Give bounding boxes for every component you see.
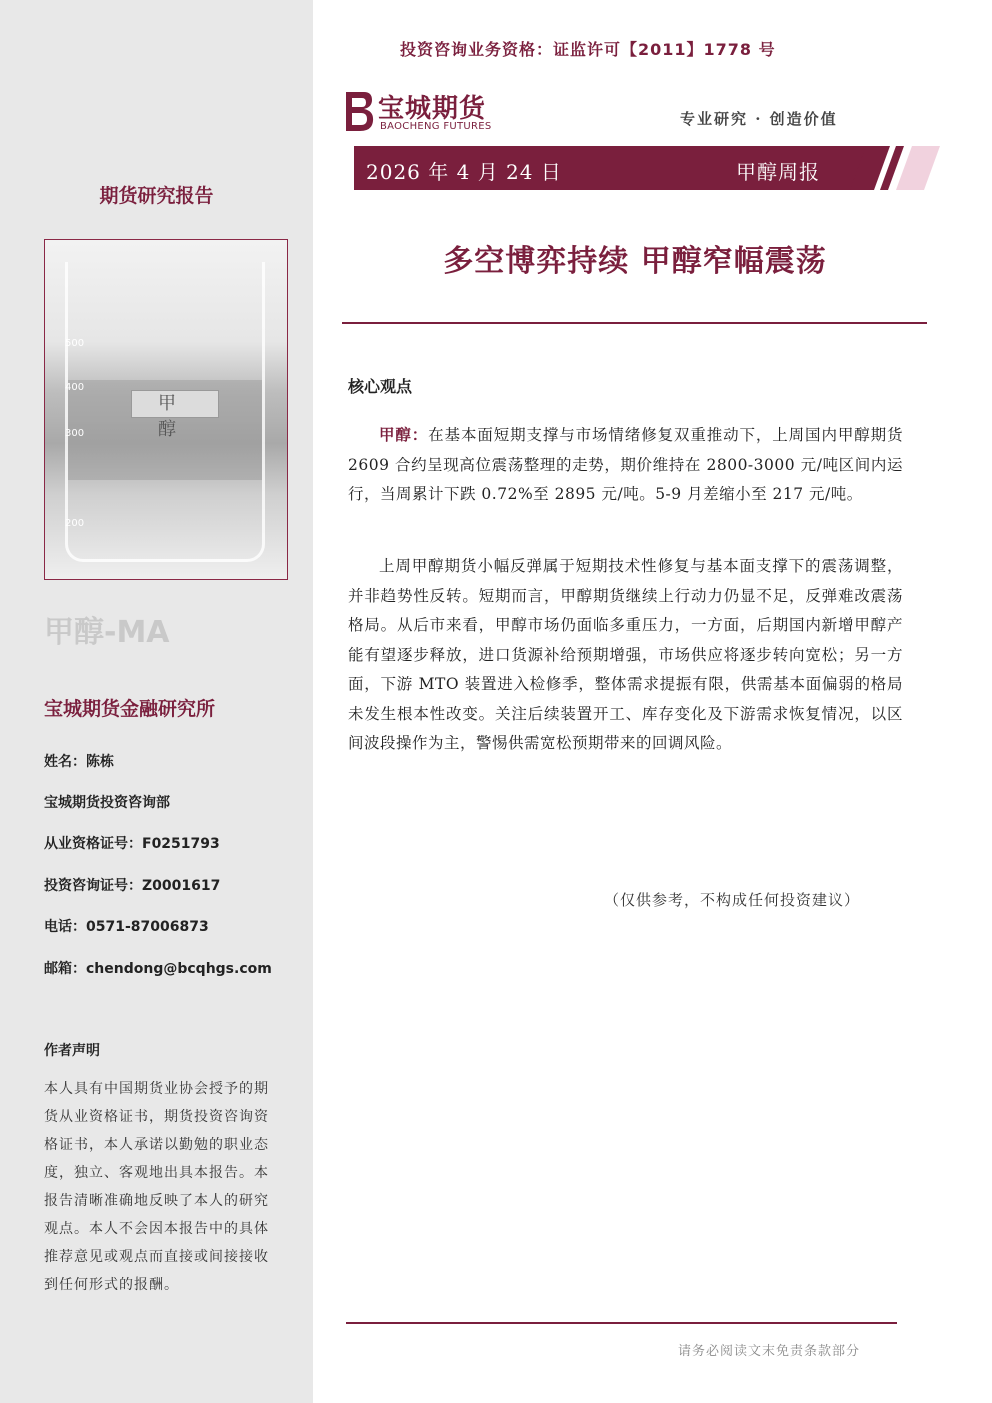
logo-mark-icon [340,88,376,134]
product-code: 甲醇-MA [44,615,170,650]
report-date: 2026 年 4 月 24 日 [366,160,562,184]
methanol-beaker-photo [44,239,288,580]
slogan: 专业研究 · 创造价值 [680,110,838,128]
beaker-tick: 400 [65,382,85,393]
company-logo [340,88,510,136]
institute-name: 宝城期货金融研究所 [44,698,216,720]
email[interactable]: 邮箱：chendong@bcqhgs.com [44,961,272,977]
paragraph-outlook: 上周甲醇期货小幅反弹属于短期技术性修复与基本面支撑下的震荡调整，并非趋势性反转。短期而言，甲醇期货继续上行动力仍显不足，反弹难改震荡格局。从后市来看，甲醇市场仍面临多重压力，一方面，后期国内新增甲醇产能有望逐步释放，进口货源补给预期增强，市场供应将逐步转向宽松；另一方面，下游 MTO 装置进入检修季，整体需求提振有限，供需基本面偏弱的格局未发生根本性改变。关注后续装置开工、库存变化及下游需求恢复情况，以区间波段操作为主，警惕供需宽松预期带来的回调风险。 [348,557,903,752]
beaker-tick: 200 [65,518,85,529]
declaration-title: 作者声明 [44,1043,100,1059]
report-headline: 多空博弈持续 甲醇窄幅震荡 [443,244,827,279]
beaker-tick: 300 [65,428,85,439]
section-title: 核心观点 [348,377,413,396]
logo-english: BAOCHENG FUTURES [380,121,492,132]
disclaimer: （仅供参考，不构成任何投资建议） [604,891,861,909]
analyst-name: 姓名：陈栋 [44,754,114,770]
headline-divider [342,322,927,324]
beaker-label: 甲 醇 [131,390,219,418]
qualification-number: 从业资格证号：F0251793 [44,836,220,852]
footer-divider [346,1322,897,1324]
footer-note: 请务必阅读文末免责条款部分 [678,1344,861,1359]
banner-stripes [850,146,950,190]
department: 宝城期货投资咨询部 [44,795,170,811]
paragraph-summary [348,420,903,510]
paragraph-text: 在基本面短期支撑与市场情绪修复双重推动下，上周国内甲醇期货 2609 合约呈现高位震荡整理的走势，期价维持在 2800-3000 元/吨区间内运行，当周累计下跌 0.72%至 2895 元/吨。5-9 月差缩小至 217 元/吨。 [348,426,903,503]
phone: 电话：0571-87006873 [44,919,209,935]
beaker-tick: 500 [65,338,85,349]
license-line: 投资咨询业务资格：证监许可【2011】1778 号 [400,40,776,59]
declaration-text: 本人具有中国期货业协会授予的期货从业资格证书，期货投资咨询资格证书，本人承诺以勤勉的职业态度，独立、客观地出具本报告。本报告清晰准确地反映了本人的研究观点。本人不会因本报告中的具体推荐意见或观点而直接或间接接收到任何形式的报酬。 [44,1081,269,1293]
paragraph-lead: 甲醇： [379,425,429,444]
consulting-number: 投资咨询证号：Z0001617 [44,878,221,894]
report-category: 期货研究报告 [99,185,214,207]
logo-text: 宝城期货 [378,94,487,124]
report-type: 甲醇周报 [736,160,820,184]
